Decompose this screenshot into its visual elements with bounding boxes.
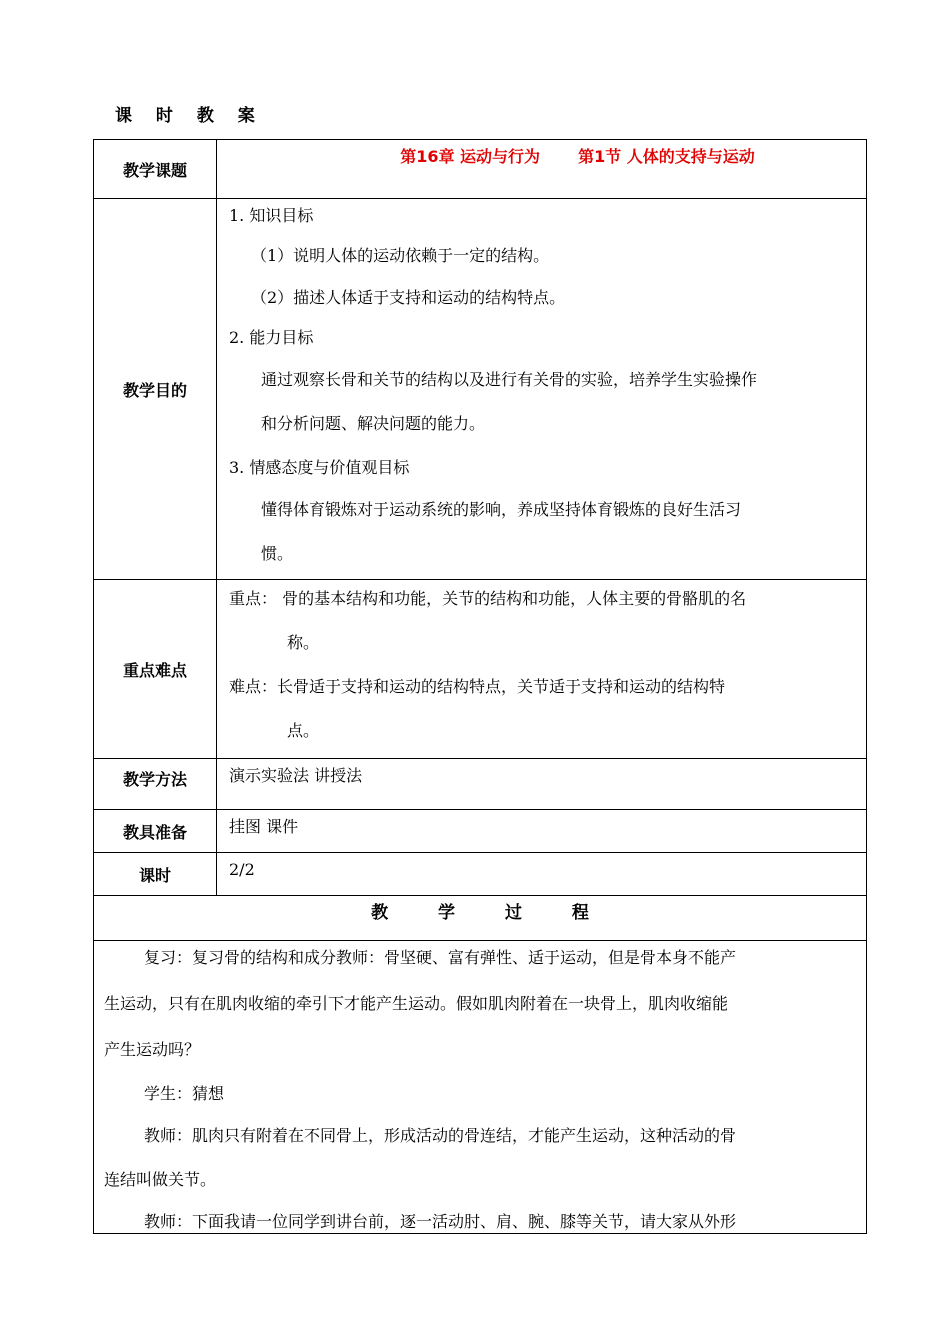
process-line: 学生：猜想 xyxy=(144,1084,225,1103)
goal-line: 通过观察长骨和关节的结构以及进行有关骨的实验，培养学生实验操作 xyxy=(261,370,758,389)
title-char: 课 xyxy=(115,106,132,126)
document-title xyxy=(115,101,273,126)
topic-row xyxy=(94,140,867,199)
period-value: 2/2 xyxy=(217,853,867,896)
process-heading xyxy=(94,896,867,941)
tools-row xyxy=(94,810,867,853)
heading-char: 学 xyxy=(438,903,456,923)
heading-char: 过 xyxy=(504,903,522,923)
lesson-plan-table xyxy=(93,139,867,1234)
title-char: 教 xyxy=(196,106,214,126)
process-line: 产生运动吗？ xyxy=(104,1040,201,1059)
title-char: 案 xyxy=(237,106,255,126)
keypoints-content xyxy=(217,580,867,759)
period-label: 课时 xyxy=(94,853,217,896)
topic-label: 教学课题 xyxy=(94,140,217,199)
goal-line: （1）说明人体的运动依赖于一定的结构。 xyxy=(251,246,550,265)
process-line: 复习：复习骨的结构和成分教师：骨坚硬、富有弹性、适于运动，但是骨本身不能产 xyxy=(144,948,737,967)
goal-line: 惯。 xyxy=(261,544,294,563)
keypoint-line: 重点： 骨的基本结构和功能，关节的结构和功能，人体主要的骨骼肌的名 xyxy=(229,589,747,608)
process-line: 教师：下面我请一位同学到讲台前，逐一活动肘、肩、腕、膝等关节，请大家从外形 xyxy=(144,1212,737,1231)
process-line: 连结叫做关节。 xyxy=(104,1170,217,1189)
tools-label: 教具准备 xyxy=(94,810,217,853)
method-label: 教学方法 xyxy=(94,759,217,810)
goal-line: 3. 情感态度与价值观目标 xyxy=(229,458,410,477)
topic-value xyxy=(217,140,867,199)
goal-line: 1. 知识目标 xyxy=(229,206,314,225)
keypoint-line: 点。 xyxy=(287,721,320,740)
section-title: 第1节 人体的支持与运动 xyxy=(578,147,755,166)
goal-line: （2）描述人体适于支持和运动的结构特点。 xyxy=(251,288,566,307)
period-row xyxy=(94,853,867,896)
goal-line: 懂得体育锻炼对于运动系统的影响，养成坚持体育锻炼的良好生活习 xyxy=(261,500,742,519)
keypoint-line: 称。 xyxy=(287,633,320,652)
method-row xyxy=(94,759,867,810)
heading-char: 程 xyxy=(571,903,589,923)
goals-content xyxy=(217,199,867,580)
keypoints-row xyxy=(94,580,867,759)
process-heading-row xyxy=(94,896,867,941)
tools-value: 挂图 课件 xyxy=(217,810,867,853)
process-line: 生运动，只有在肌肉收缩的牵引下才能产生运动。假如肌肉附着在一块骨上，肌肉收缩能 xyxy=(104,994,729,1013)
goals-row xyxy=(94,199,867,580)
chapter-title: 第16章 运动与行为 xyxy=(400,147,541,166)
title-char: 时 xyxy=(155,106,173,126)
heading-char: 教 xyxy=(371,903,389,923)
process-body xyxy=(94,941,867,1234)
process-line: 教师：肌肉只有附着在不同骨上，形成活动的骨连结，才能产生运动，这种活动的骨 xyxy=(144,1126,737,1145)
method-value: 演示实验法 讲授法 xyxy=(217,759,867,810)
process-body-row xyxy=(94,941,867,1234)
keypoint-line: 难点：长骨适于支持和运动的结构特点，关节适于支持和运动的结构特 xyxy=(229,677,726,696)
goal-line: 2. 能力目标 xyxy=(229,328,314,347)
goals-label: 教学目的 xyxy=(94,199,217,580)
goal-line: 和分析问题、解决问题的能力。 xyxy=(261,414,486,433)
keypoints-label: 重点难点 xyxy=(94,580,217,759)
